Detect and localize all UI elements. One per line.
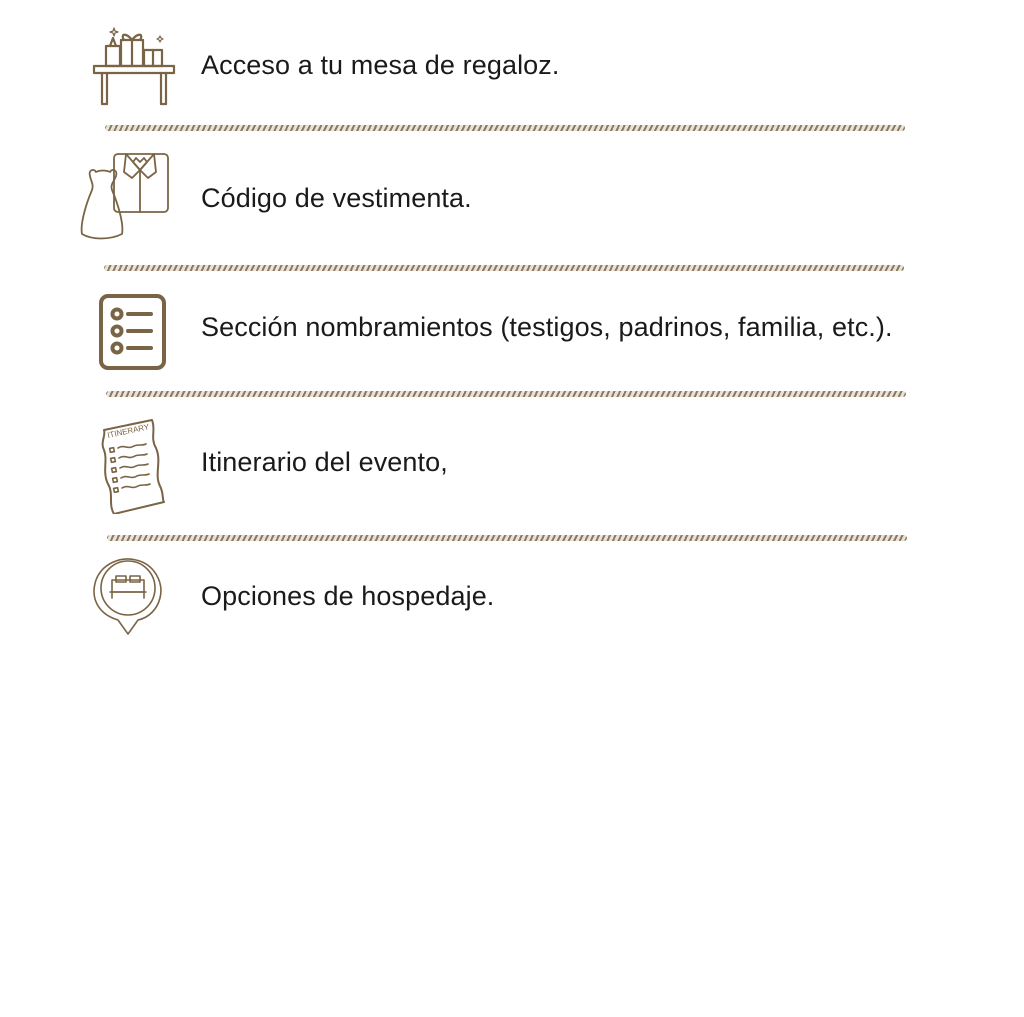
divider <box>105 125 905 131</box>
divider <box>106 391 906 397</box>
gift-table-icon <box>88 22 184 118</box>
feature-label: Acceso a tu mesa de regaloz. <box>201 50 560 80</box>
divider <box>107 535 907 541</box>
itinerary-scroll-icon <box>84 418 180 514</box>
feature-label: Itinerario del evento, <box>201 447 448 477</box>
feature-label: Sección nombramientos (testigos, padrinos, familia, etc.). <box>201 312 893 342</box>
checklist-icon <box>84 285 180 381</box>
hotel-bed-pin-icon <box>80 550 176 646</box>
dress-suit-icon <box>78 148 174 244</box>
divider <box>104 265 904 271</box>
feature-label: Código de vestimenta. <box>201 183 472 213</box>
feature-label: Opciones de hospedaje. <box>201 581 495 611</box>
itinerary-icon-text: ITINERARY <box>106 422 151 440</box>
